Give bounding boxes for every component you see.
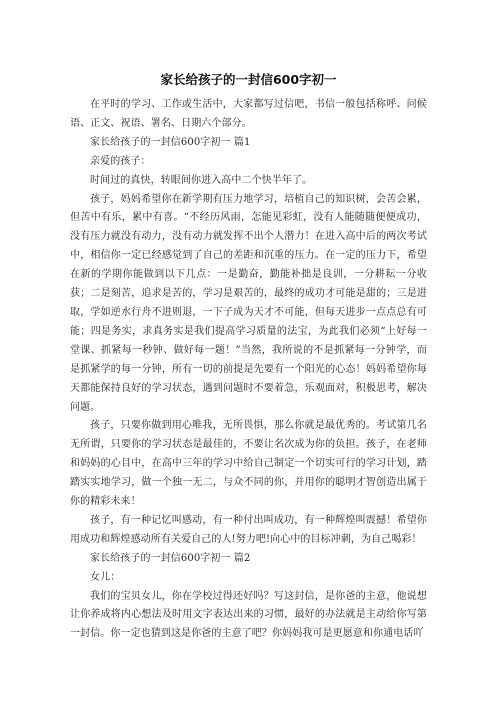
body-paragraph: 孩子，妈妈希望你在新学期有压力地学习，培植自己的知识树，会苦会累，但苦中有乐，累中有喜。“不经历风雨，怎能见彩虹，没有人能随随便便成功，没有压力就没有动力，没有动力就发挥不出个人潜力！在进入高中后的两次考试中，相信你一定已经感觉到了自己的差距和沉重的压力。在一定的压力下，希望在新的学期你能做到以下几点：一是勤奋，勤能补拙是良训，一分耕耘一分收获；二是刻苦，追求是苦的，学习是艰苦的，最终的成功才可能是甜的；三是进取，学如逆水行舟不进则退，一下子成为天才不可能，但每天进步一点点总有可能；四是务实，求真务实是我们提高学习质量的法宝，为此我们必须“上好每一堂课、抓紧每一秒钟、做好每一题！”当然，我所说的不是抓紧每一分钟学，而是抓紧学的每一分钟，所有一切的前提是先要有一个阳光的心态！妈妈希望你每天都能保持良好的学习状态，遇到问题时不要着急，乐观面对，积极思考，解决问题。: [70, 193, 427, 413]
salutation-1: 亲爱的孩子：: [90, 155, 151, 167]
body-paragraph: 时间过的真快，转眼间你进入高中二个快半年了。: [90, 174, 313, 186]
body-paragraph: 我们的宝贝女儿，你在学校过得还好吗？写这封信，是你爸的主意，他说想让你养成将内心想法及时用文字表达出来的习惯，最好的办法就是主动给你写第一封信。你一定也猜到这是你爸的主意了吧？你妈妈我可是更愿意和你通电话吖: [70, 590, 427, 640]
section-heading-2: 家长给孩子的一封信600字初一 篇2: [90, 552, 251, 564]
section-heading-1: 家长给孩子的一封信600字初一 篇1: [90, 136, 251, 148]
intro-paragraph: 在平时的学习、工作或生活中，大家都写过信吧，书信一般包括称呼、问候语、正文、祝语、署名、日期六个部分。: [70, 99, 427, 129]
document-page: [70, 70, 427, 644]
body-paragraph: 孩子，有一种记忆叫感动，有一种付出叫成功，有一种辉煌叫震撼！希望你用成功和辉煌感动所有关爱自己的人!努力吧!向心中的目标冲刺，为自己喝彩！: [70, 514, 427, 545]
document-title: 家长给孩子的一封信600字初一: [160, 72, 337, 87]
salutation-2: 女儿：: [90, 571, 121, 583]
body-paragraph: 孩子，只要你做到用心唯我，无所畏惧，那么你就是最优秀的。考试第几名无所谓，只要你的学习状态是最佳的，不要让名次成为你的负担。孩子，在老师和妈妈的心目中，在高中三年的学习中给自己制定一个切实可行的学习计划，踏踏实实地学习，做一个独一无二，与众不同的你，并用你的聪明才智创造出属于你的精彩未来！: [70, 420, 427, 508]
